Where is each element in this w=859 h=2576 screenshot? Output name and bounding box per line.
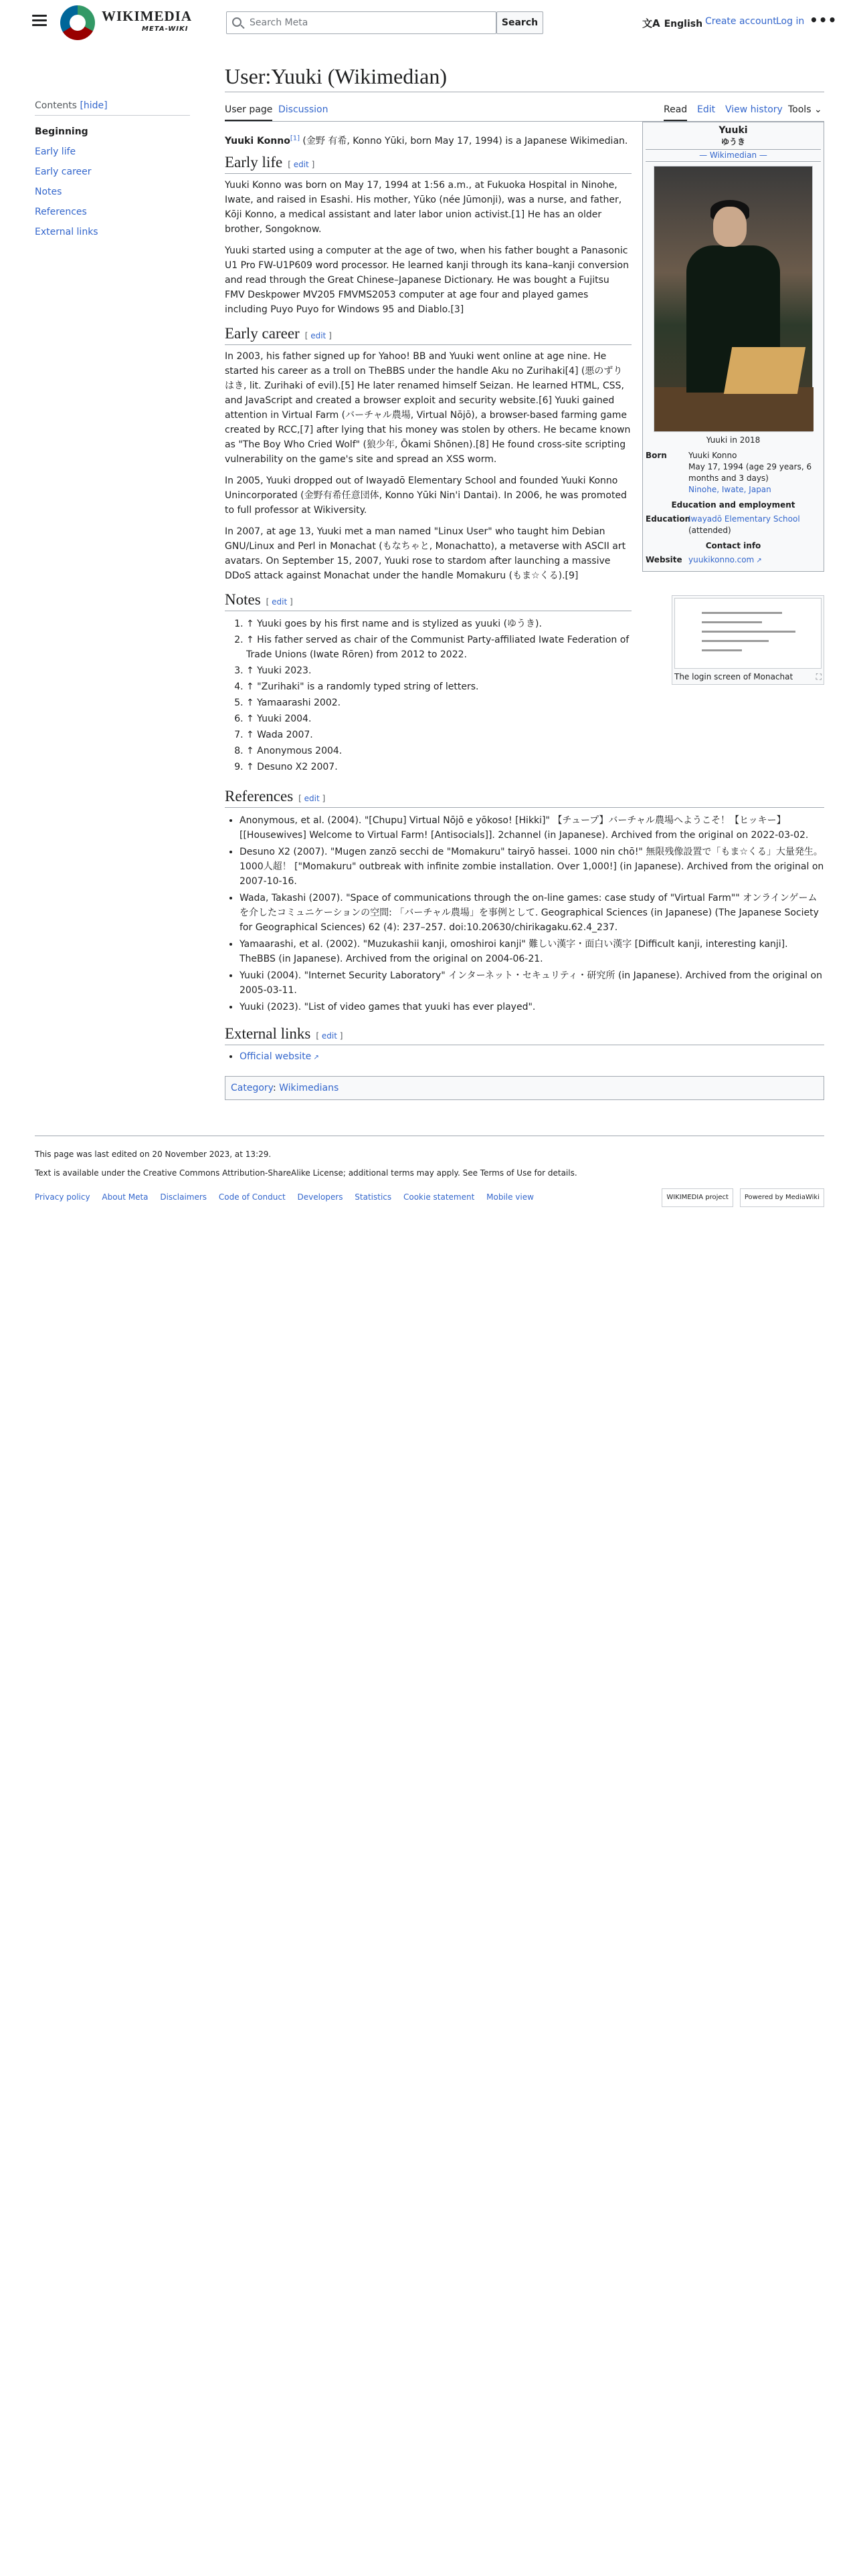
edit-notes-link[interactable]: edit	[272, 597, 288, 607]
infobox-native-name: ゆうき	[721, 137, 745, 146]
tab-edit[interactable]: Edit	[697, 104, 716, 115]
section-references: References [ edit ]	[225, 789, 824, 808]
infobox	[642, 122, 824, 572]
early-career-paragraph-1: In 2003, his father signed up for Yahoo! BB and Yuuki went online at age nine. He started his career as a troll on TheBBS under the handle Aku no Zurihaki[4] (悪のずりはき, lit. Zurihaki of evil).[5] He later renamed himself Seizan. He learned HTML, CSS, and JavaScript and created a browser exploit and security website.[6] Yuuki gained attention in Virtual Farm (バーチャル農場, Virtual Nōjō), a browser-based farming game created by RCC,[7] after lying that his money was stolen by others. He became known as "The Boy Who Cried Wolf" (狼少年, Ōkami Shōnen).[8] He found cross-site scripting vulnerability on the game's site and spread an XSS worm.	[225, 351, 631, 465]
footer-link-about[interactable]: About Meta	[102, 1192, 149, 1202]
category-box: Category: Wikimedians	[225, 1076, 824, 1100]
edit-early-career-link[interactable]: edit	[310, 331, 326, 340]
footer-link-mobile[interactable]: Mobile view	[486, 1192, 534, 1202]
section-early-career: Early career [ edit ]	[225, 326, 632, 345]
toc-item-references[interactable]: References	[35, 207, 87, 217]
table-of-contents	[35, 100, 190, 237]
toc-hide-link[interactable]: [hide]	[80, 100, 108, 111]
toc-item-early-career[interactable]: Early career	[35, 167, 92, 177]
reference-item: • Yamaarashi, et al. (2002). "Muzukashii kanji, omoshiroi kanji" 難しい漢字・面白い漢字 [Difficult kanji, interesting kanji]. TheBBS (in Japanese). Archived from the original on 2004-06-21.	[240, 937, 824, 966]
school-link[interactable]: Iwayadō Elementary School	[688, 514, 800, 524]
footer-link-disclaimers[interactable]: Disclaimers	[160, 1192, 207, 1202]
site-brand-sub: META-WIKI	[142, 25, 189, 33]
powered-by-mediawiki-badge[interactable]: Powered by MediaWiki	[740, 1188, 824, 1207]
magnify-icon[interactable]: ⛶	[816, 672, 822, 681]
footer-link-cookie[interactable]: Cookie statement	[403, 1192, 475, 1202]
note-item: 4. ↑ "Zurihaki" is a randomly typed string of letters.	[246, 679, 632, 694]
language-button[interactable]	[642, 16, 702, 30]
tools-menu[interactable]: Tools ⌄	[788, 104, 822, 115]
note-item: 8. ↑ Anonymous 2004.	[246, 744, 632, 758]
language-icon: 文A	[642, 17, 660, 29]
footer-link-developers[interactable]: Developers	[297, 1192, 343, 1202]
early-life-paragraph-1: Yuuki Konno was born on May 17, 1994 at 1:56 a.m., at Fukuoka Hospital in Ninohe, Iwate, and raised in Esashi. His mother, Yūko (née Jūmonji), was a nurse, and father, Kōji Konno, a medical assistant and later labor union activist.[1] He has an older brother, Songoknow.	[225, 180, 622, 235]
reference-item: • Wada, Takashi (2007). "Space of communications through the on-line games: case study of "Virtual Farm"" オンラインゲームを介したコミュニケーションの空間: 「バーチャル農場」を事例として. Geographical Sciences (in Japanese) (The Japanese Society for Geographical Sciences) 62 (4): 237–257. doi:10.20630/chirikagaku.62.4_237.	[240, 891, 824, 935]
infobox-name: Yuuki	[719, 125, 748, 136]
toc-item-early-life[interactable]: Early life	[35, 146, 76, 157]
toc-item-beginning[interactable]: Beginning	[35, 126, 88, 137]
footer-link-code-of-conduct[interactable]: Code of Conduct	[218, 1192, 286, 1202]
reference-item: • Yuuki (2004). "Internet Security Laboratory" インターネット・セキュリティ・研究所 (in Japanese). Archived from the original on 2005-03-11.	[240, 968, 824, 998]
search-input[interactable]	[250, 16, 490, 29]
footer-link-statistics[interactable]: Statistics	[355, 1192, 392, 1202]
tab-read[interactable]: Read	[664, 104, 687, 121]
reference-item: • Anonymous, et al. (2004). "[Chupu] Virtual Nōjō e yōkoso! [Hikki]" 【チュープ】バーチャル農場へようこそ！【ヒッキー】 [[Housewives] Welcome to Virtual Farm! [Antisocials]]. 2channel (in Japanese). Archived from the original on 2022-03-02.	[240, 813, 824, 843]
edit-external-links-link[interactable]: edit	[321, 1031, 337, 1041]
tab-user-page[interactable]: User page	[225, 104, 272, 121]
note-item: 9. ↑ Desuno X2 2007.	[246, 760, 632, 774]
reference-item: • Desuno X2 (2007). "Mugen zanzō secchi de "Momakuru" tairyō hassei. 1000 nin chō!" 無限残像設置で「もま☆くる」大量発生。1000人超！ ["Momakuru" outbreak with infinite zombie installation. Over 1,000!] (in Japanese). Archived from the original on 2007-10-16.	[240, 845, 824, 889]
category-label-link[interactable]: Category	[231, 1083, 273, 1093]
infobox-education-header: Education and employment	[671, 500, 795, 510]
more-options-icon[interactable]: •••	[809, 12, 838, 28]
main-menu-icon[interactable]	[32, 15, 47, 27]
infobox-site[interactable]: — Wikimedian —	[646, 149, 821, 162]
page-title: User:Yuuki (Wikimedian)	[225, 64, 824, 92]
last-edited-text: This page was last edited on 20 November 2023, at 13:29.	[35, 1150, 272, 1159]
infobox-education-row: Education Iwayadō Elementary School (attended)	[646, 514, 821, 536]
edit-references-link[interactable]: edit	[304, 794, 320, 803]
birthplace-link[interactable]: Ninohe, Iwate, Japan	[688, 485, 771, 494]
wikimedia-project-badge[interactable]: WIKIMEDIA project	[662, 1188, 733, 1207]
toc-title: Contents [hide]	[35, 100, 190, 116]
note-item: 5. ↑ Yamaarashi 2002.	[246, 695, 632, 710]
category-wikimedians-link[interactable]: Wikimedians	[279, 1083, 339, 1093]
search-icon	[232, 17, 242, 27]
main-content	[225, 64, 824, 1100]
note-item: 6. ↑ Yuuki 2004.	[246, 712, 632, 726]
footer-link-privacy[interactable]: Privacy policy	[35, 1192, 90, 1202]
site-header	[0, 0, 859, 47]
create-account-link[interactable]: Create account	[705, 16, 777, 27]
monachat-thumbnail[interactable]	[672, 595, 824, 685]
early-career-paragraph-3: In 2007, at age 13, Yuuki met a man named "Linux User" who taught him Debian GNU/Linux and Perl in Monachat (もなちゃと, Monachatto), a metaverse with ASCII art avatars. On September 15, 2007, Yuuki rose to stardom after launching a massive DDoS attack against Monachat under the handle Momakuru (もま☆くる).[9]	[225, 526, 626, 581]
note-item: 3. ↑ Yuuki 2023.	[246, 663, 632, 678]
early-career-paragraph-2: In 2005, Yuuki dropped out of Iwayadō Elementary School and founded Yuuki Konno Unincorporated (金野有希任意団体, Konno Yūki Nin'i Dantai). In 2006, he was promoted to full professor at Wikiversity.	[225, 475, 627, 516]
page-tabs	[225, 96, 824, 122]
section-external-links: External links [ edit ]	[225, 1027, 824, 1045]
toc-item-notes[interactable]: Notes	[35, 187, 62, 197]
infobox-caption: Yuuki in 2018	[706, 435, 761, 445]
search-button[interactable]: Search	[496, 11, 543, 34]
search-box[interactable]	[226, 11, 496, 34]
note-item: 2. ↑ His father served as chair of the Communist Party-affiliated Iwate Federation of Trade Unions (Iwate Rōren) from 2012 to 2022.	[246, 633, 632, 662]
note-item: 1. ↑ Yuuki goes by his first name and is stylized as yuuki (ゆうき).	[246, 617, 632, 631]
edit-early-life-link[interactable]: edit	[293, 160, 309, 169]
lead-paragraph: Yuuki Konno[1] (金野 有希, Konno Yūki, born May 17, 1994) is a Japanese Wikimedian.	[225, 134, 628, 146]
section-early-life: Early life [ edit ]	[225, 155, 632, 174]
toc-item-external-links[interactable]: External links	[35, 227, 98, 237]
site-brand[interactable]: WIKIMEDIA	[102, 8, 193, 24]
wikimedia-logo-icon[interactable]	[60, 5, 95, 40]
section-notes: Notes [ edit ]	[225, 593, 632, 611]
monachat-screenshot[interactable]	[674, 598, 822, 669]
website-link[interactable]: yuukikonno.com ↗	[688, 555, 762, 564]
language-label: English	[664, 19, 703, 29]
infobox-website-row: Website yuukikonno.com ↗	[646, 554, 821, 566]
login-link[interactable]: Log in	[776, 16, 805, 27]
thumb-caption: The login screen of Monachat	[674, 672, 793, 681]
tab-discussion[interactable]: Discussion	[278, 104, 328, 115]
infobox-contact-header: Contact info	[705, 541, 761, 550]
note-item: 7. ↑ Wada 2007.	[246, 728, 632, 742]
reference-item: • Yuuki (2023). "List of video games that yuuki has ever played".	[240, 1000, 824, 1014]
early-life-paragraph-2: Yuuki started using a computer at the age of two, when his father bought a Panasonic U1 Pro FW-U1P609 word processor. He learned kanji through its kana–kanji conversion and read through the Great Chinese–Japanese Dictionary. He was bought a Fujitsu FMV Deskpower MV205 FMVMS2053 computer at age four and played games including Puyo Puyo for Windows 95 and Diablo.[3]	[225, 245, 629, 315]
license-text: Text is available under the Creative Commons Attribution-ShareAlike License; additional terms may apply. See Terms of Use for details.	[35, 1168, 577, 1178]
portrait-photo[interactable]	[654, 166, 813, 432]
chevron-down-icon: ⌄	[814, 104, 822, 115]
tab-view-history[interactable]: View history	[725, 104, 783, 115]
page-footer	[35, 1136, 824, 1203]
infobox-born-row: Born Yuuki Konno May 17, 1994 (age 29 years, 6 months and 3 days) Ninohe, Iwate, Japan	[646, 450, 821, 496]
official-website-link[interactable]: Official website ↗	[240, 1051, 319, 1062]
